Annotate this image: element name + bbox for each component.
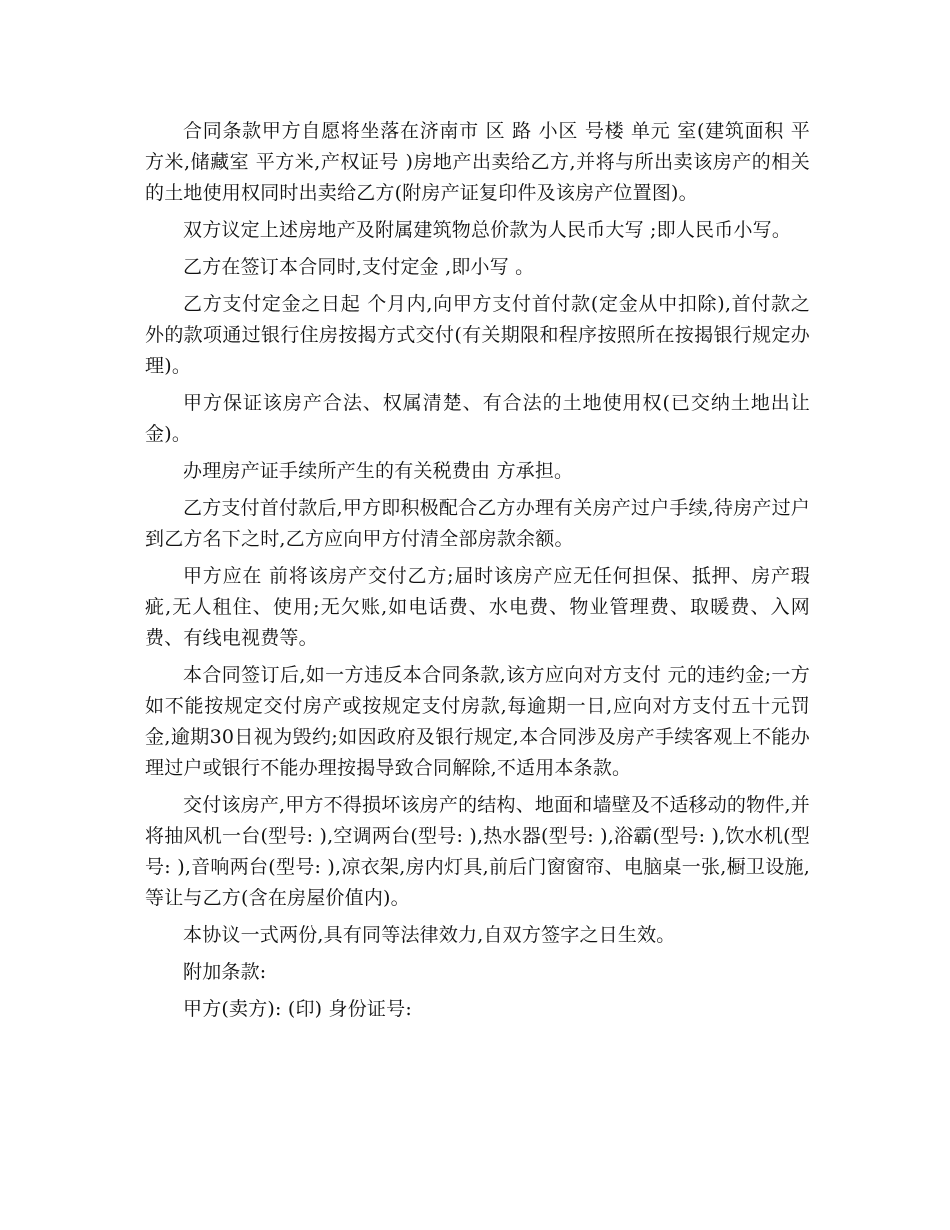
clause-delivery: 甲方应在 前将该房产交付乙方;届时该房产应无任何担保、抵押、房产瑕疵,无人租住、使用;无欠账,如电话费、水电费、物业管理费、取暖费、入网费、有线电视费等。 (145, 565, 810, 649)
clause-additional: 附加条款: (183, 961, 267, 983)
clause-property-sale: 合同条款甲方自愿将坐落在济南市 区 路 小区 号楼 单元 室(建筑面积 平方米,储藏室 平方米,产权证号 )房地产出卖给乙方,并将与所出卖该房产的相关的土地使用权同时出卖给乙方(附房产证复印件及该房产位置图)。 (145, 120, 810, 204)
seller-signature-line: 甲方(卖方): (印) 身份证号: (183, 998, 412, 1020)
clause-total-price: 双方议定上述房地产及附属建筑物总价款为人民币大写 ;即人民币小写。 (183, 219, 792, 241)
contract-body (145, 116, 810, 1031)
clause-down-payment: 乙方支付定金之日起 个月内,向甲方支付首付款(定金从中扣除),首付款之外的款项通过银行住房按揭方式交付(有关期限和程序按照所在按揭银行规定办理)。 (145, 293, 810, 377)
clause-deposit: 乙方在签订本合同时,支付定金 ,即小写 。 (183, 256, 535, 278)
clause-seller-guarantee: 甲方保证该房产合法、权属清楚、有合法的土地使用权(已交纳土地出让金)。 (145, 392, 810, 445)
clause-breach: 本合同签订后,如一方违反本合同条款,该方应向对方支付 元的违约金;一方如不能按规定交付房产或按规定支付房款,每逾期一日,应向对方支付五十元罚金,逾期30日视为毁约;如因政府及银行规定,本合同涉及房产手续客观上不能办理过户或银行不能办理按揭导致合同解除,不适用本条款。 (145, 664, 810, 779)
clause-fixtures: 交付该房产,甲方不得损坏该房产的结构、地面和墙壁及不适移动的物件,并将抽风机一台(型号: ),空调两台(型号: ),热水器(型号: ),浴霸(型号: ),饮水机(型号: ),音响两台(型号: ),凉衣架,房内灯具,前后门窗窗帘、电脑桌一张,橱卫设施, 等让与乙方(含在房屋价值内)。 (145, 794, 810, 909)
clause-transfer: 乙方支付首付款后,甲方即积极配合乙方办理有关房产过户手续,待房产过户到乙方名下之时,乙方应向甲方付清全部房款余额。 (145, 497, 810, 550)
clause-effective: 本协议一式两份,具有同等法律效力,自双方签字之日生效。 (183, 924, 676, 946)
clause-taxes: 办理房产证手续所产生的有关税费由 方承担。 (183, 460, 574, 482)
